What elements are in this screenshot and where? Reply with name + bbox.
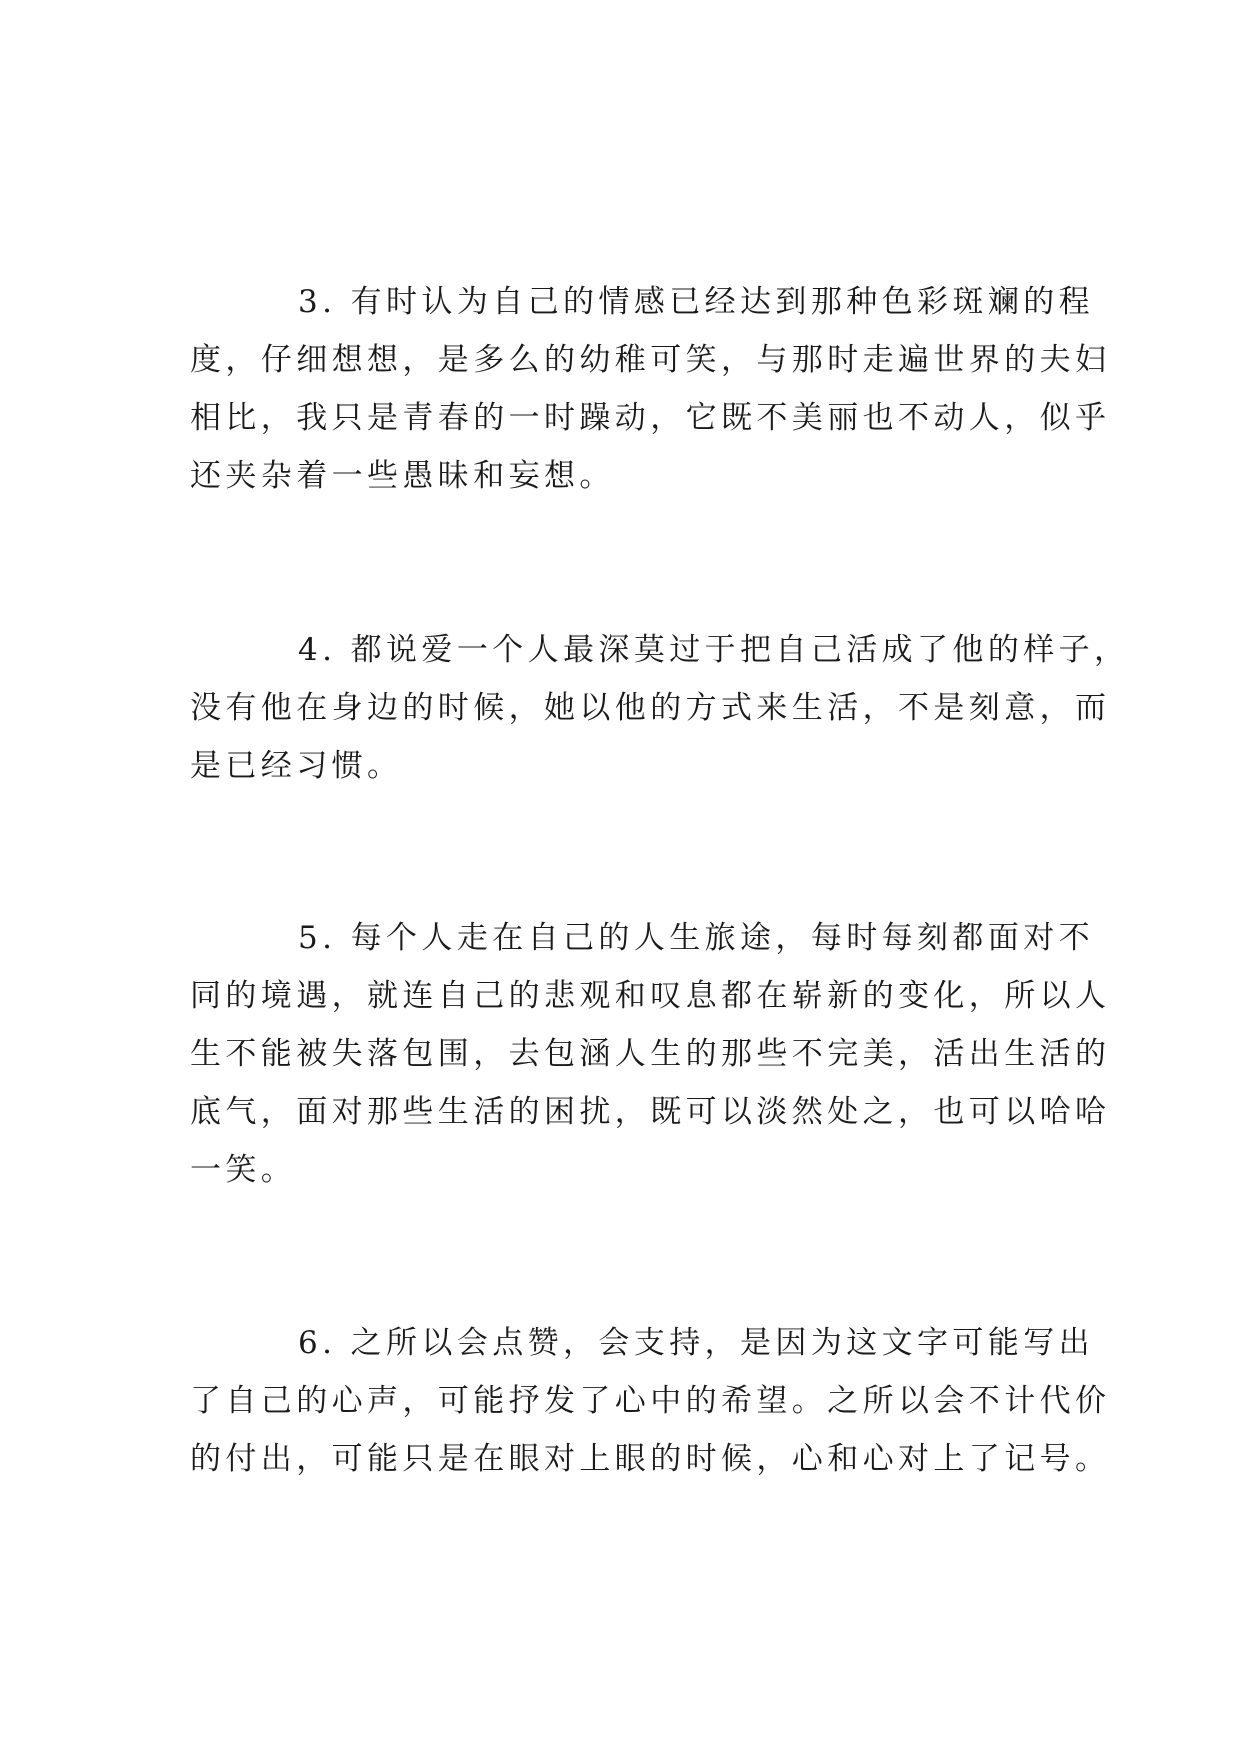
paragraph-line: 底气，面对那些生活的困扰，既可以淡然处之，也可以哈哈	[190, 1094, 1111, 1130]
paragraph-line: 5. 每个人走在自己的人生旅途，每时每刻都面对不	[298, 920, 1095, 956]
paragraph-6	[190, 1314, 1111, 1488]
paragraph-line: 一笑。	[190, 1152, 297, 1188]
paragraph-line: 同的境遇，就连自己的悲观和叹息都在崭新的变化，所以人	[190, 978, 1111, 1014]
paragraph-4	[190, 621, 1130, 795]
paragraph-line: 度，仔细想想，是多么的幼稚可笑，与那时走遍世界的夫妇	[190, 342, 1111, 378]
paragraph-line: 还夹杂着一些愚昧和妄想。	[190, 458, 615, 494]
paragraph-line: 6. 之所以会点赞，会支持，是因为这文字可能写出	[298, 1325, 1095, 1361]
paragraph-line: 相比，我只是青春的一时躁动，它既不美丽也不动人，似乎	[190, 400, 1111, 436]
paragraph-line: 3. 有时认为自己的情感已经达到那种色彩斑斓的程	[298, 284, 1095, 320]
paragraph-line: 生不能被失落包围，去包涵人生的那些不完美，活出生活的	[190, 1036, 1111, 1072]
paragraph-line: 4. 都说爱一个人最深莫过于把自己活成了他的样子，	[298, 632, 1130, 668]
paragraph-line: 是已经习惯。	[190, 748, 403, 784]
paragraph-line: 的付出，可能只是在眼对上眼的时候，心和心对上了记号。	[190, 1441, 1111, 1477]
paragraph-line: 了自己的心声，可能抒发了心中的希望。之所以会不计代价	[190, 1383, 1111, 1419]
paragraph-5	[190, 909, 1111, 1199]
paragraph-3	[190, 273, 1111, 505]
paragraph-line: 没有他在身边的时候，她以他的方式来生活，不是刻意，而	[190, 690, 1111, 726]
